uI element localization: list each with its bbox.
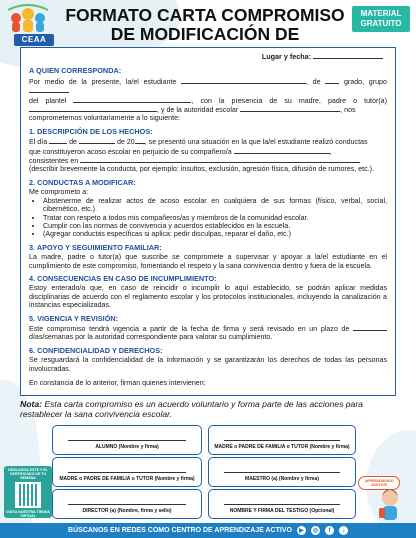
year-blank[interactable] (135, 137, 145, 144)
qr-card-title: DESCARGA ESTE Y EL CERTIFICADO DE TU SEMANA (8, 468, 48, 480)
section-2-lead: Me comprometo a: (29, 188, 89, 197)
section-1-text: El día de de 20 , se presentó una situación en la que la/el estudiante realizó conductas que constituyeron acoso escolar en perjuicio de su compañero/a , consistentes en (describir brevemente la conducta, por ejemplo: insultos, exclusión, agresión física, difusión de rumores, etc.). (29, 138, 374, 174)
section-text: de (69, 138, 77, 147)
student-name-blank[interactable] (181, 77, 306, 84)
signature-box-maestro[interactable] (208, 457, 356, 487)
month-blank[interactable] (79, 137, 115, 144)
footer-text: BÚSCANOS EN REDES COMO CENTRO DE APRENDIZAJE ACTIVO (68, 527, 292, 534)
signature-label: ALUMNO (Nombre y firma) (95, 444, 159, 450)
instagram-icon[interactable]: ◎ (312, 528, 319, 534)
intro-paragraph (29, 77, 387, 123)
place-date-field[interactable] (29, 52, 383, 61)
ceaa-logo (6, 4, 50, 46)
list-item: • Tratar con respeto a todos mis compañeros/as y miembros de la comunidad escolar. (43, 214, 387, 222)
facebook-icon[interactable]: f (325, 526, 334, 535)
section-2-list (43, 197, 387, 239)
commitment-letter-form (20, 47, 396, 396)
signature-label: NOMBRE Y FIRMA DEL TESTIGO (Opcional) (229, 508, 335, 514)
signature-box-alumno[interactable] (52, 425, 202, 455)
school-blank[interactable] (73, 96, 191, 103)
signature-label: DIRECTOR (a) (Nombre, firma y sello) (82, 508, 172, 514)
free-material-badge (352, 6, 410, 32)
place-date-label: Lugar y fecha: (261, 52, 311, 61)
signature-label: MADRE o PADRE DE FAMILIA o TUTOR (Nombre y firma) (214, 444, 350, 450)
section-2-title: 2. CONDUCTAS A MODIFICAR: (29, 177, 136, 187)
signature-line (224, 440, 341, 441)
section-text: , se presentó una situación en la que la/el estudiante realizó conductas (144, 138, 368, 147)
section-5-text (29, 324, 387, 342)
title-line-1: FORMATO CARTA COMPROMISO (65, 5, 345, 25)
footer-bar (0, 523, 416, 538)
group-blank[interactable] (29, 86, 69, 93)
qr-code-icon[interactable] (15, 482, 41, 508)
section-6-text: Se resguardará la confidencialidad de la información y se garantizarán los derechos de todas las personas involucradas. (29, 356, 387, 373)
logo-text: CEAA (14, 34, 54, 46)
intro-text: , con la presencia de su madre, padre o tutor(a) (191, 96, 387, 105)
signature-label: MADRE o PADRE DE FAMILIA o TUTOR (Nombre y firma) (59, 476, 195, 482)
intro-text: , de (306, 77, 321, 86)
intro-text: , nos (340, 106, 356, 115)
section-text: Este compromiso tendrá vigencia a partir de la fecha de firma y será revisado en un plazo de (29, 324, 350, 333)
grade-blank[interactable] (325, 77, 339, 84)
section-text: de 20 (116, 138, 135, 147)
section-4-title: 4. CONSECUENCIAS EN CASO DE INCUMPLIMIENTO: (29, 273, 217, 283)
speech-bubble: ¡APRENDIENDO JUNTOS! (358, 476, 400, 490)
section-1-title: 1. DESCRIPCIÓN DE LOS HECHOS: (29, 126, 153, 136)
review-period-blank[interactable] (353, 324, 387, 331)
section-3-title: 3. APOYO Y SEGUIMIENTO FAMILIAR: (29, 242, 162, 252)
signature-box-guardian-1[interactable] (208, 425, 356, 455)
section-text: que constituyeron acoso escolar en perjuicio de su compañero/a (29, 147, 232, 156)
signature-line (68, 504, 186, 505)
intro-text: Por medio de la presente, la/el estudiante (29, 77, 177, 86)
title-line-2: DE MODIFICACIÓN DE (110, 24, 300, 44)
section-text: consistentes en (29, 157, 79, 166)
signature-box-testigo[interactable] (208, 489, 356, 519)
victim-name-blank[interactable] (234, 147, 330, 154)
section-text: El día (29, 138, 48, 147)
qr-card[interactable] (4, 466, 52, 518)
intro-text: comprometemos voluntariamente a lo siguiente: (29, 114, 181, 123)
note-text: Esta carta compromiso es un acuerdo voluntario y forma parte de las acciones para restablecer la sana convivencia escolar. (20, 399, 363, 419)
section-text: días/semanas por la autoridad correspondiente para valorar su cumplimiento. (29, 333, 273, 342)
intro-text: grado, grupo (343, 77, 387, 86)
youtube-icon[interactable]: ▶ (297, 526, 306, 535)
signature-box-director[interactable] (52, 489, 202, 519)
list-item: • (Agregar conductas específicas si aplica: pedir disculpas, reparar el daño, etc.) (43, 230, 387, 238)
section-3-text: La madre, padre o tutor(a) que suscribe se compromete a supervisar y apoyar a la/el estudiante en el cumplimiento de este compromiso, fomentando el respeto y la sana convivencia dentro y fuera de la escuela. (29, 253, 387, 270)
section-5-title: 5. VIGENCIA Y REVISIÓN: (29, 313, 119, 323)
badge-line-1: MATERIAL (360, 9, 402, 18)
conduct-description-blank[interactable] (80, 156, 360, 163)
signature-line (68, 440, 186, 441)
day-blank[interactable] (49, 137, 67, 144)
guardian-blank[interactable] (29, 105, 157, 112)
list-item: • Cumplir con las normas de convivencia y acuerdos establecidos en la escuela. (43, 222, 387, 230)
list-item: • Abstenerme de realizar actos de acoso escolar en cualquiera de sus formas (físico, verbal, social, cibernético, etc.). (43, 197, 387, 214)
intro-text: del plantel (29, 96, 67, 105)
section-6-title: 6. CONFIDENCIALIDAD Y DERECHOS: (29, 345, 163, 355)
tiktok-icon[interactable]: ♪ (339, 526, 348, 535)
intro-text: , y de la autoridad escolar (157, 106, 239, 115)
signature-label: MAESTRO (a) (Nombre y firma) (245, 476, 319, 482)
signature-line (68, 472, 186, 473)
greeting: A QUIEN CORRESPONDA: (29, 66, 122, 76)
place-date-blank[interactable] (313, 52, 383, 59)
note-label: Nota: (20, 399, 42, 409)
signature-line (224, 472, 341, 473)
signature-box-guardian-2[interactable] (52, 457, 202, 487)
school-authority-blank[interactable] (240, 105, 340, 112)
section-text: (describir brevemente la conducta, por ejemplo: insultos, exclusión, agresión física, difusión de rumores, etc.). (29, 165, 374, 174)
section-4-text: Estoy enterado/a que, en caso de reincidir o incumplir lo aquí establecido, se podrán aplicar medidas disciplinarias de acuerdo con el reglamento escolar y los protocolos institucionales, incluyendo la canalización a instancias especializadas. (29, 284, 387, 310)
note (20, 399, 396, 419)
badge-line-2: GRATUITO (360, 19, 402, 28)
signature-line (224, 504, 341, 505)
qr-card-subtitle: VISITA NUESTRA TIENDA VIRTUAL (6, 510, 50, 518)
closing-statement: En constancia de lo anterior, firman quienes intervienen: (29, 379, 206, 387)
